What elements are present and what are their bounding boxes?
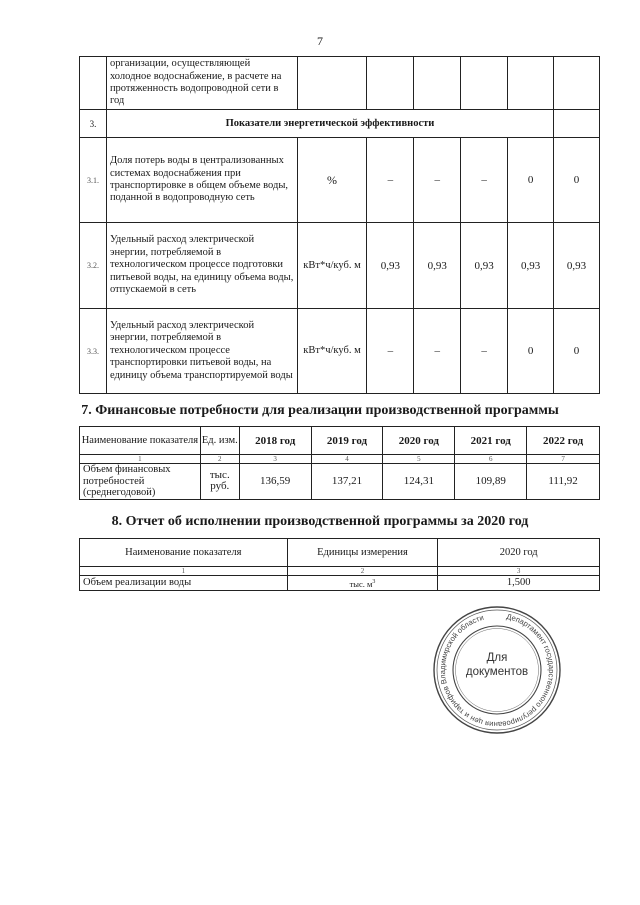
row-label: Объем финансовых потребностей (среднегодовой) <box>80 464 201 500</box>
indicator-name: Удельный расход электрической энергии, потребляемой в технологическом процессе подготовки питьевой воды, на единицу объема воды, отпускаемой в сеть <box>106 223 297 309</box>
table-row <box>80 464 600 500</box>
row-number: 3.2. <box>80 223 107 309</box>
header-cell: Наименование показателя <box>80 427 201 455</box>
table-row <box>80 138 600 223</box>
indicator-value <box>554 57 600 110</box>
section-number: 3. <box>80 110 107 138</box>
row-value: 136,59 <box>239 464 311 500</box>
row-value: 124,31 <box>383 464 455 500</box>
indicator-value <box>461 57 508 110</box>
header-cell: 2021 год <box>455 427 527 455</box>
indicator-value: – <box>367 309 414 394</box>
table-row <box>80 57 600 110</box>
indicator-value: – <box>461 138 508 223</box>
row-number: 3.3. <box>80 309 107 394</box>
header-row <box>80 427 600 455</box>
indicator-unit: % <box>297 138 367 223</box>
indicator-value: 0 <box>508 309 554 394</box>
indicator-unit: кВт*ч/куб. м <box>297 309 367 394</box>
indicator-value: 0,93 <box>508 223 554 309</box>
unit-text: тыс. м <box>349 578 373 589</box>
unit-superscript: 3 <box>372 579 376 585</box>
section-title: Показатели энергетической эффективности <box>106 110 553 138</box>
header-cell: 2019 год <box>311 427 383 455</box>
indicator-value: 0 <box>508 138 554 223</box>
index-cell: 1 <box>80 567 288 576</box>
header-cell: Единицы измерения <box>287 539 438 567</box>
indicator-name: организации, осуществляющей холодное водоснабжение, в расчете на протяженность водопроводной сети в год <box>106 57 297 110</box>
index-cell: 2 <box>287 567 438 576</box>
index-cell: 1 <box>80 455 201 464</box>
indicator-value: – <box>414 138 461 223</box>
header-cell: Ед. изм. <box>200 427 239 455</box>
indicator-unit <box>297 57 367 110</box>
indicator-value: 0 <box>554 309 600 394</box>
section-row <box>80 110 600 138</box>
header-cell: 2020 год <box>438 539 600 567</box>
indicator-name: Удельный расход электрической энергии, потребляемой в технологическом процессе транспортировки питьевой воды, на единицу объема транспортируемой воды <box>106 309 297 394</box>
indicator-value: 0,93 <box>367 223 414 309</box>
stamp-ring-text: Департамент государственного регулирования цен и тарифов Владимирской области <box>437 611 557 730</box>
index-cell: 2 <box>200 455 239 464</box>
section-7-title: 7. Финансовые потребности для реализации производственной программы <box>81 403 559 418</box>
row-value: 109,89 <box>455 464 527 500</box>
index-cell: 3 <box>438 567 600 576</box>
header-cell: 2018 год <box>239 427 311 455</box>
index-row <box>80 455 600 464</box>
index-cell: 6 <box>455 455 527 464</box>
index-cell: 5 <box>383 455 455 464</box>
page-number: 7 <box>317 34 323 48</box>
empty-cell <box>554 110 600 138</box>
financial-needs-table <box>79 426 600 500</box>
indicator-value: 0,93 <box>554 223 600 309</box>
row-value: 111,92 <box>527 464 600 500</box>
row-unit <box>287 576 438 591</box>
indicator-value: 0,93 <box>414 223 461 309</box>
index-cell: 3 <box>239 455 311 464</box>
official-stamp <box>431 604 563 736</box>
indicator-value: – <box>414 309 461 394</box>
indicator-value: 0,93 <box>461 223 508 309</box>
indicator-value <box>414 57 461 110</box>
execution-report-table <box>79 538 600 591</box>
section-8-title: 8. Отчет об исполнении производственной программы за 2020 год <box>111 514 529 529</box>
table-row <box>80 576 600 591</box>
row-value: 137,21 <box>311 464 383 500</box>
row-number <box>80 57 107 110</box>
row-value: 1,500 <box>438 576 600 591</box>
header-cell: 2022 год <box>527 427 600 455</box>
indicator-value <box>367 57 414 110</box>
stamp-center-text <box>431 651 563 679</box>
indicator-name: Доля потерь воды в централизованных системах водоснабжения при транспортировке в общем объеме воды, поданной в водопроводную сеть <box>106 138 297 223</box>
indicator-value: – <box>461 309 508 394</box>
index-row <box>80 567 600 576</box>
row-number: 3.1. <box>80 138 107 223</box>
stamp-line: документов <box>465 666 529 678</box>
index-cell: 7 <box>527 455 600 464</box>
indicators-table <box>79 56 600 394</box>
stamp-line: Для <box>486 652 508 664</box>
table-row <box>80 309 600 394</box>
index-cell: 4 <box>311 455 383 464</box>
indicator-value: 0 <box>554 138 600 223</box>
indicator-value <box>508 57 554 110</box>
indicator-value: – <box>367 138 414 223</box>
header-cell: 2020 год <box>383 427 455 455</box>
header-cell: Наименование показателя <box>80 539 288 567</box>
indicator-unit: кВт*ч/куб. м <box>297 223 367 309</box>
table-row <box>80 223 600 309</box>
row-unit: тыс. руб. <box>200 464 239 500</box>
header-row <box>80 539 600 567</box>
row-label: Объем реализации воды <box>80 576 288 591</box>
